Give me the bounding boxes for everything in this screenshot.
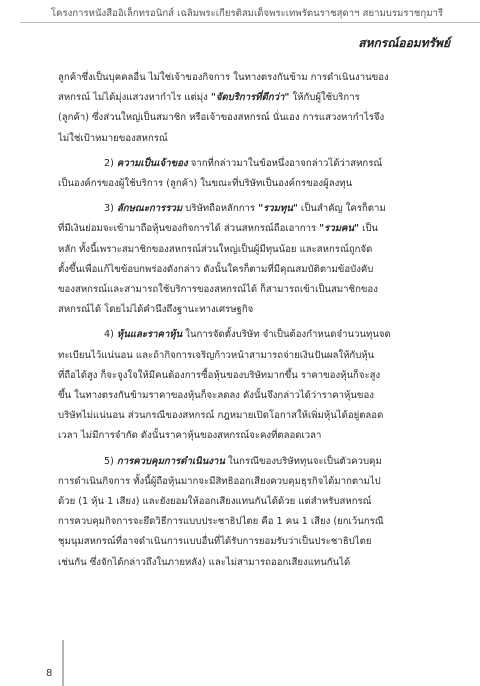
item-number: 5) [104, 455, 117, 467]
text-line: ลูกค้าซึ่งเป็นบุคคลอื่น ไม่ใช่เจ้าของกิจการ ในทางตรงกันข้าม การดำเนินงานของ [58, 72, 389, 83]
text-run: ให้กับผู้ใช้บริการ [289, 92, 360, 104]
emphasis-text: "จัดบริการที่ดีกว่า" [210, 92, 290, 104]
text-run: สหกรณ์ ไม่ได้มุ่งแสวงหากำไร แต่มุ่ง [58, 92, 211, 104]
item-number: 4) [104, 329, 117, 341]
paragraph-5 [58, 452, 454, 573]
text-line: ทะเบียนไว้แน่นอน และถ้ากิจการเจริญก้าวหน้าสามารถจ่ายเงินปันผลให้กับหุ้น [58, 349, 375, 361]
text-line [58, 452, 454, 472]
text-line: ขึ้น ในทางตรงกันข้ามราคาของหุ้นก็จะลดลง ดังนั้นจึงกล่าวได้ว่าราคาหุ้นของ [58, 390, 374, 402]
section-title: สหกรณ์ออมทรัพย์ [358, 36, 450, 50]
text-line: บริษัทไม่แน่นอน ส่วนกรณีของสหกรณ์ กฎหมายเปิดโอกาสให้เพิ่มหุ้นได้อยู่ตลอด [58, 410, 384, 422]
text-run: ที่มีเงินย่อมจะเข้ามาถือหุ้นของกิจการได้ ส่วนสหกรณ์ถือเอาการ [58, 223, 320, 235]
text-line: ของสหกรณ์และสามารถใช้บริการของสหกรณ์ได้ ก็สามารถเข้าเป็นสมาชิกของ [58, 284, 378, 296]
text-run: เป็นสำคัญ ใครก็ตาม [297, 203, 386, 215]
text-line [58, 88, 454, 108]
header-divider [20, 22, 480, 23]
text-line [58, 325, 454, 345]
text-line [58, 219, 454, 239]
emphasis-text: "รวมทุน" [258, 203, 298, 215]
text-line: การควบคุมกิจการจะยึดวิธีการแบบประชาธิปไตย คือ 1 คน 1 เสียง (ยกเว้นกรณี [58, 516, 384, 528]
page-number-divider [62, 640, 64, 686]
body-text [58, 68, 454, 578]
text-run: เป็น [359, 223, 378, 235]
text-line [58, 199, 454, 219]
item-number: 2) [104, 157, 117, 169]
item-number: 3) [104, 203, 117, 215]
text-line: ไม่ใช่เป้าหมายของสหกรณ์ [58, 132, 168, 144]
text-line: ที่ถือได้สูง ก็จะจูงใจให้มีคนต้องการซื้อหุ้นของบริษัทมากขึ้น ราคาของหุ้นก็จะสูง [58, 369, 381, 381]
text-run: จากที่กล่าวมาในข้อหนึ่งอาจกล่าวได้ว่าสหกรณ์ [187, 157, 383, 169]
emphasis-text: "รวมคน" [319, 223, 360, 235]
text-line: ด้วย (1 หุ้น 1 เสียง) และยังยอมให้ออกเสียงแทนกันได้ด้วย แต่สำหรับสหกรณ์ [58, 496, 372, 508]
running-header: โครงการหนังสืออิเล็กทรอนิกส์ เฉลิมพระเกียรติสมเด็จพระเทพรัตนราชสุดาฯ สยามบรมราชกุมารี [50, 8, 444, 19]
paragraph-2 [58, 154, 454, 194]
text-line: ตั้งขึ้นเพื่อแก้ไขข้อบกพร่องดังกล่าว ดังนั้นใครก็ตามที่มีคุณสมบัติตามข้อบังคับ [58, 263, 374, 275]
text-run: บริษัทถือหลักการ [182, 203, 259, 215]
text-line: เช่นกัน ซึ่งจักได้กล่าวถึงในภายหลัง) และไม่สามารถออกเสียงแทนกันได้ [58, 556, 351, 568]
text-line: การดำเนินกิจการ ทั้งนี้ผู้ถือหุ้นมากจะมีสิทธิออกเสียงควบคุมธุรกิจได้มากตามไป [58, 475, 381, 487]
paragraph-3 [58, 199, 454, 320]
text-line: เวลา ไม่มีการจำกัด ดังนั้นราคาหุ้นของสหกรณ์จะคงที่ตลอดเวลา [58, 430, 322, 442]
text-line: หลัก ทั้งนี้เพราะสมาชิกของสหกรณ์ส่วนใหญ่เป็นผู้มีทุนน้อย และสหกรณ์ถูกจัด [58, 243, 373, 255]
item-heading: ความเป็นเจ้าของ [116, 157, 188, 169]
item-heading: ลักษณะการรวม [116, 203, 183, 215]
text-line: สหกรณ์ได้ โดยไม่ได้คำนึงถึงฐานะทางเศรษฐกิจ [58, 304, 254, 316]
text-run: ในกรณีของบริษัททุนจะเป็นตัวควบคุม [224, 455, 382, 467]
paragraph-1 [58, 68, 454, 149]
text-line: ชุมนุมสหกรณ์ที่อาจดำเนินการแบบอื่นที่ได้รับการยอมรับว่าเป็นประชาธิปไตย [58, 536, 372, 548]
text-line [58, 154, 454, 174]
item-heading: หุ้นและราคาหุ้น [116, 329, 183, 341]
text-line: เป็นองค์กรของผู้ใช้บริการ (ลูกค้า) ในขณะที่บริษัทเป็นองค์กรของผู้ลงทุน [58, 178, 353, 190]
item-heading: การควบคุมการดำเนินงาน [116, 455, 225, 467]
page-number: 8 [46, 668, 53, 679]
text-run: ในการจัดตั้งบริษัท จำเป็นต้องกำหนดจำนวนทุนจด [182, 329, 391, 341]
text-line: (ลูกค้า) ซึ่งส่วนใหญ่เป็นสมาชิก หรือเจ้าของสหกรณ์ นั่นเอง การแสวงหากำไรจึง [58, 112, 385, 124]
paragraph-4 [58, 325, 454, 446]
